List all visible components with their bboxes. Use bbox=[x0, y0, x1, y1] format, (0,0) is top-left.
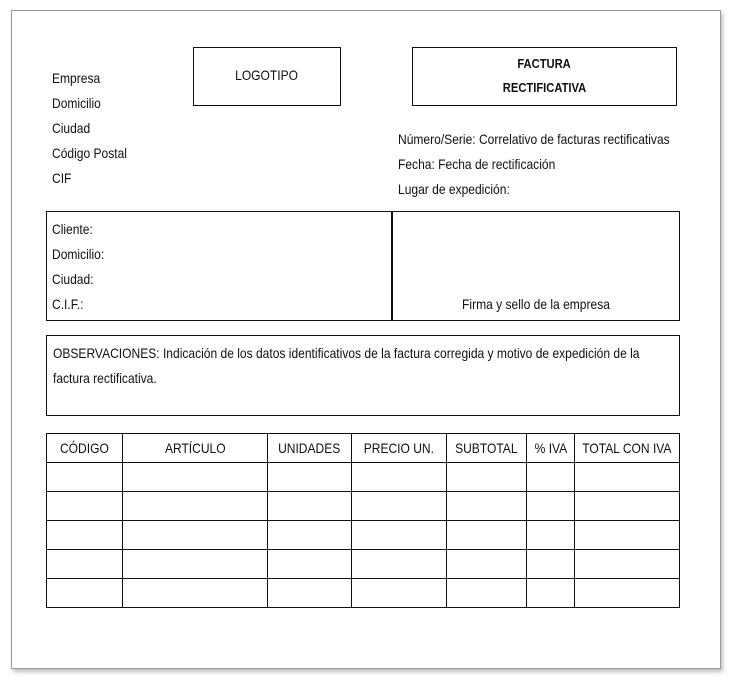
table-cell bbox=[268, 463, 351, 492]
table-cell bbox=[447, 492, 527, 521]
table-cell bbox=[268, 550, 351, 579]
invoice-title-line1: FACTURA bbox=[517, 56, 572, 71]
signature-label: Firma y sello de la empresa bbox=[461, 296, 610, 312]
table-header-row bbox=[47, 434, 680, 463]
table-cell bbox=[447, 521, 527, 550]
logo-label: LOGOTIPO bbox=[235, 67, 299, 83]
invoice-number-series: Número/Serie: Correlativo de facturas rectificativas bbox=[398, 131, 670, 147]
table-cell bbox=[575, 550, 680, 579]
client-city-label: Ciudad: bbox=[52, 271, 94, 287]
table-cell bbox=[47, 463, 123, 492]
client-address-label: Domicilio: bbox=[52, 246, 105, 262]
table-cell bbox=[351, 579, 446, 608]
table-cell bbox=[123, 579, 268, 608]
table-row bbox=[47, 463, 680, 492]
table-cell bbox=[47, 492, 123, 521]
table-cell bbox=[575, 579, 680, 608]
client-box bbox=[46, 211, 393, 321]
client-cif-label: C.I.F.: bbox=[52, 296, 84, 312]
table-cell bbox=[526, 579, 575, 608]
col-header-code: CÓDIGO bbox=[47, 434, 123, 463]
table-cell bbox=[123, 521, 268, 550]
observations-box bbox=[46, 335, 680, 416]
col-header-article: ARTÍCULO bbox=[123, 434, 268, 463]
table-row bbox=[47, 492, 680, 521]
col-header-vat: % IVA bbox=[526, 434, 575, 463]
invoice-title-line2: RECTIFICATIVA bbox=[502, 80, 587, 95]
company-address: Domicilio bbox=[52, 95, 101, 111]
table-cell bbox=[526, 492, 575, 521]
signature-box bbox=[391, 211, 680, 321]
invoice-date: Fecha: Fecha de rectificación bbox=[398, 156, 556, 172]
table-row bbox=[47, 579, 680, 608]
table-row bbox=[47, 521, 680, 550]
company-cif: CIF bbox=[52, 170, 72, 186]
table-cell bbox=[526, 463, 575, 492]
table-cell bbox=[47, 579, 123, 608]
table-cell bbox=[575, 521, 680, 550]
table-cell bbox=[575, 463, 680, 492]
logo-placeholder bbox=[193, 47, 341, 106]
table-cell bbox=[351, 550, 446, 579]
table-cell bbox=[47, 521, 123, 550]
table-cell bbox=[123, 550, 268, 579]
col-header-unit-price: PRECIO UN. bbox=[351, 434, 446, 463]
client-name-label: Cliente: bbox=[52, 221, 93, 237]
invoice-place: Lugar de expedición: bbox=[398, 181, 510, 197]
table-cell bbox=[575, 492, 680, 521]
table-cell bbox=[447, 463, 527, 492]
table-row bbox=[47, 550, 680, 579]
table-cell bbox=[526, 521, 575, 550]
table-cell bbox=[447, 550, 527, 579]
col-header-units: UNIDADES bbox=[268, 434, 351, 463]
table-cell bbox=[351, 463, 446, 492]
company-city: Ciudad bbox=[52, 120, 91, 136]
table-cell bbox=[268, 521, 351, 550]
table-cell bbox=[268, 579, 351, 608]
invoice-title-box bbox=[412, 47, 677, 106]
company-postal-code: Código Postal bbox=[52, 145, 127, 161]
company-name: Empresa bbox=[52, 70, 101, 86]
col-header-total-with-vat: TOTAL CON IVA bbox=[575, 434, 680, 463]
table-cell bbox=[47, 550, 123, 579]
table-cell bbox=[351, 521, 446, 550]
table-cell bbox=[351, 492, 446, 521]
table-cell bbox=[447, 579, 527, 608]
observations-text: OBSERVACIONES: Indicación de los datos identificativos de la factura corregida y motivo de expedición de la factura rectificativa. bbox=[53, 345, 640, 386]
col-header-subtotal: SUBTOTAL bbox=[447, 434, 527, 463]
table-cell bbox=[123, 463, 268, 492]
items-table bbox=[46, 433, 680, 608]
table-cell bbox=[123, 492, 268, 521]
table-cell bbox=[526, 550, 575, 579]
table-cell bbox=[268, 492, 351, 521]
